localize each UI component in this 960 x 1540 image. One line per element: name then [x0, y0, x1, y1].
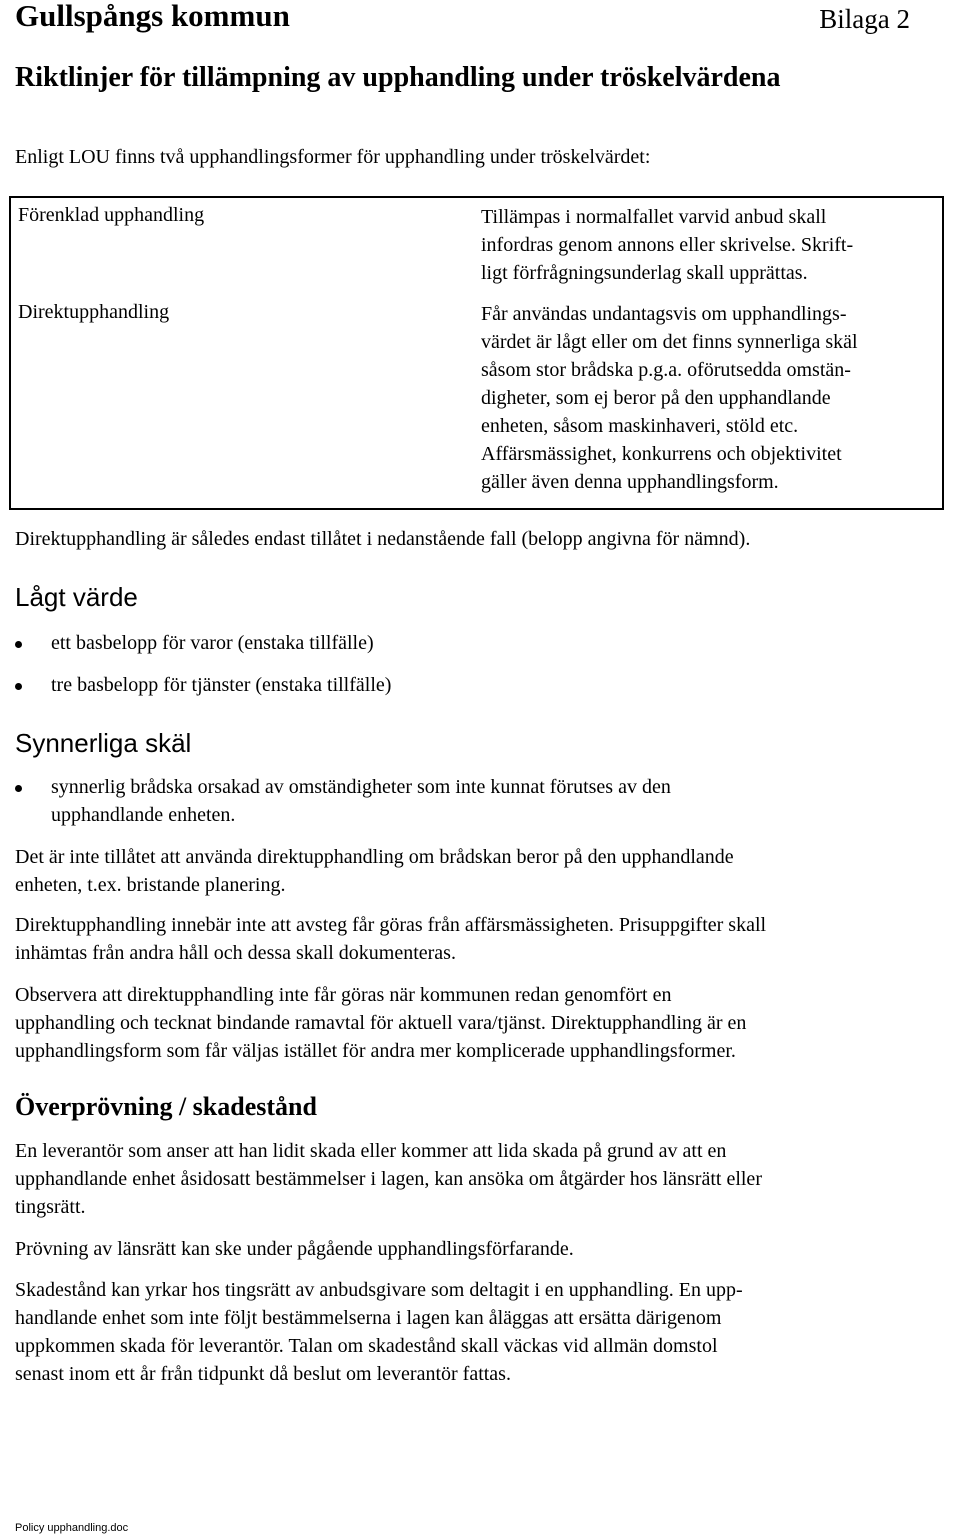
form-label-simplified: Förenklad upphandling — [18, 204, 205, 226]
item-line: synnerlig brådska orsakad av omständigheter som inte kunnat förutses av den — [51, 776, 671, 798]
description-line: ligt förfrågningsunderlag skall upprättas. — [481, 262, 808, 284]
paragraph-damage-claim — [15, 1137, 762, 1221]
description-line: gäller även denna upphandlingsform. — [481, 471, 779, 493]
description-line: Får användas undantagsvis om upphandlings- — [481, 303, 847, 325]
paragraph-line: Skadestånd kan yrkar hos tingsrätt av anbudsgivare som deltagit i en upphandling. En upp- — [15, 1279, 743, 1301]
document-title: Riktlinjer för tillämpning av upphandling under tröskelvärdena — [15, 62, 781, 93]
paragraph-line: senast inom ett år från tidpunkt då beslut om leverantör fattas. — [15, 1363, 511, 1385]
heading-low-value: Lågt värde — [15, 582, 138, 612]
description-line: infordras genom annons eller skrivelse. Skrift- — [481, 234, 854, 256]
paragraph-line: En leverantör som anser att han lidit skada eller kommer att lida skada på grund av att en — [15, 1140, 727, 1162]
paragraph-line: uppkommen skada för leverantör. Talan om skadestånd skall väckas vid allmän domstol — [15, 1335, 718, 1357]
organization-name: Gullspångs kommun — [15, 0, 290, 33]
intro-text: Enligt LOU finns två upphandlingsformer för upphandling under tröskelvärdet: — [15, 146, 651, 168]
description-line: såsom stor brådska p.g.a. oförutsedda omstän- — [481, 359, 851, 381]
description-line: värdet är lågt eller om det finns synnerliga skäl — [481, 331, 858, 353]
footer-filename: Policy upphandling.doc — [15, 1522, 129, 1534]
paragraph-framework — [15, 981, 746, 1065]
paragraph-line: enheten, t.ex. bristande planering. — [15, 874, 286, 896]
paragraph-business — [15, 911, 766, 967]
low-value-item: ett basbelopp för varor (enstaka tillfälle) — [51, 632, 374, 654]
paragraph-court-review — [15, 1235, 574, 1263]
paragraph-line: upphandling och tecknat bindande ramavtal för aktuell vara/tjänst. Direktupphandling är en — [15, 1012, 747, 1034]
form-description-simplified — [481, 203, 853, 287]
form-description-direct — [481, 300, 858, 496]
procurement-forms-table — [9, 196, 944, 510]
item-line: upphandlande enheten. — [51, 804, 236, 826]
form-label-direct: Direktupphandling — [18, 301, 170, 323]
heading-review: Överprövning / skadestånd — [15, 1092, 317, 1121]
bullet-icon — [15, 641, 22, 648]
paragraph-planning — [15, 843, 734, 899]
description-line: Tillämpas i normalfallet varvid anbud skall — [481, 206, 827, 228]
low-value-item: tre basbelopp för tjänster (enstaka tillfälle) — [51, 674, 392, 696]
paragraph-line: Observera att direktupphandling inte får göras när kommunen redan genomfört en — [15, 984, 672, 1006]
heading-special-reasons: Synnerliga skäl — [15, 728, 192, 758]
direct-procurement-statement: Direktupphandling är således endast tillåtet i nedanstående fall (belopp angivna för nämnd). — [15, 528, 751, 550]
paragraph-line: handlande enhet som inte följt bestämmelserna i lagen kan åläggas att ersätta därigenom — [15, 1307, 722, 1329]
paragraph-line: upphandlingsform som får väljas istället för andra mer komplicerade upphandlingsformer. — [15, 1040, 736, 1062]
paragraph-line: tingsrätt. — [15, 1196, 86, 1218]
attachment-label: Bilaga 2 — [819, 4, 910, 34]
paragraph-line: upphandlande enhet åsidosatt bestämmelser i lagen, kan ansöka om åtgärder hos länsrätt eller — [15, 1168, 762, 1190]
bullet-icon — [15, 785, 22, 792]
paragraph-line: Det är inte tillåtet att använda direktupphandling om brådskan beror på den upphandlande — [15, 846, 734, 868]
special-reasons-item — [51, 773, 671, 829]
paragraph-damages — [15, 1276, 743, 1388]
description-line: digheter, som ej beror på den upphandlande — [481, 387, 831, 409]
description-line: enheten, såsom maskinhaveri, stöld etc. — [481, 415, 799, 437]
description-line: Affärsmässighet, konkurrens och objektivitet — [481, 443, 842, 465]
bullet-icon — [15, 683, 22, 690]
paragraph-line: inhämtas från andra håll och dessa skall dokumenteras. — [15, 942, 456, 964]
paragraph-line: Direktupphandling innebär inte att avsteg får göras från affärsmässigheten. Prisuppgifter skall — [15, 914, 767, 936]
paragraph-line: Prövning av länsrätt kan ske under pågående upphandlingsförfarande. — [15, 1238, 574, 1260]
